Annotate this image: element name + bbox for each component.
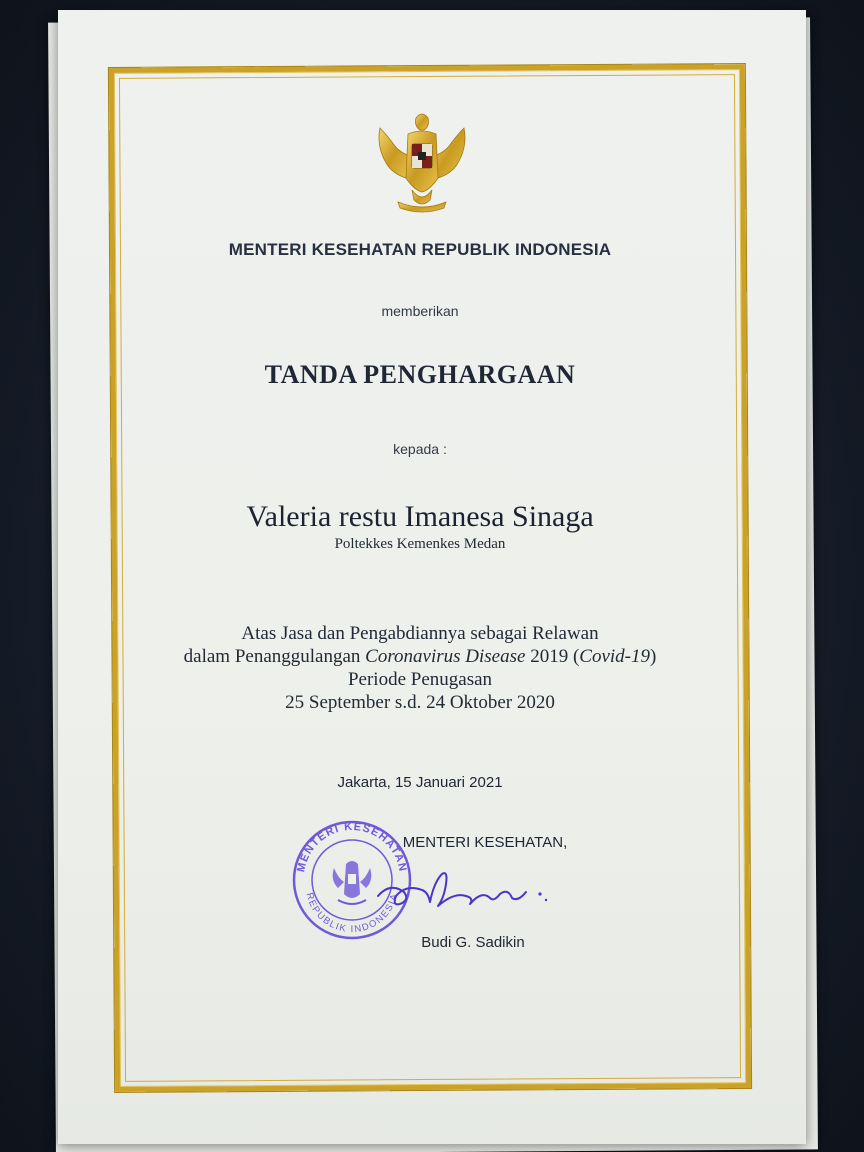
citation-line-2-italic2: Covid-19 <box>579 646 650 667</box>
signer-position: MENTERI KESEHATAN, <box>402 834 568 851</box>
signer-name: Budi G. Sadikin <box>421 934 525 951</box>
stamp-text-top: MENTERI KESEHATAN <box>295 820 409 874</box>
citation-line-2-suffix: ) <box>650 646 657 667</box>
citation-line-4: 25 September s.d. 24 Oktober 2020 <box>285 692 555 713</box>
citation-line-2 <box>130 645 710 668</box>
stamp-text-bottom: REPUBLIK INDONESIA <box>303 891 401 936</box>
certificate-content <box>130 0 710 1152</box>
award-title: TANDA PENGHARGAAN <box>264 360 576 389</box>
citation-line-2-italic: Coronavirus Disease <box>365 646 526 667</box>
recipient-name: Valeria restu Imanesa Sinaga <box>246 500 594 533</box>
citation-line-3: Periode Penugasan <box>347 669 493 690</box>
handwritten-signature <box>370 862 550 918</box>
citation-text <box>130 622 710 714</box>
garuda-emblem-icon <box>372 108 472 216</box>
citation-line-1: Atas Jasa dan Pengabdiannya sebagai Relawan <box>241 623 599 644</box>
issuer-title: MENTERI KESEHATAN REPUBLIK INDONESIA <box>228 240 612 259</box>
citation-line-2-prefix: dalam Penanggulangan <box>183 646 366 667</box>
to-label: kepada : <box>393 441 447 457</box>
citation-line-2-mid: 2019 ( <box>525 646 580 667</box>
place-date: Jakarta, 15 Januari 2021 <box>337 774 503 791</box>
recipient-institution: Poltekkes Kemenkes Medan <box>334 536 506 552</box>
intro-text: memberikan <box>381 303 459 319</box>
